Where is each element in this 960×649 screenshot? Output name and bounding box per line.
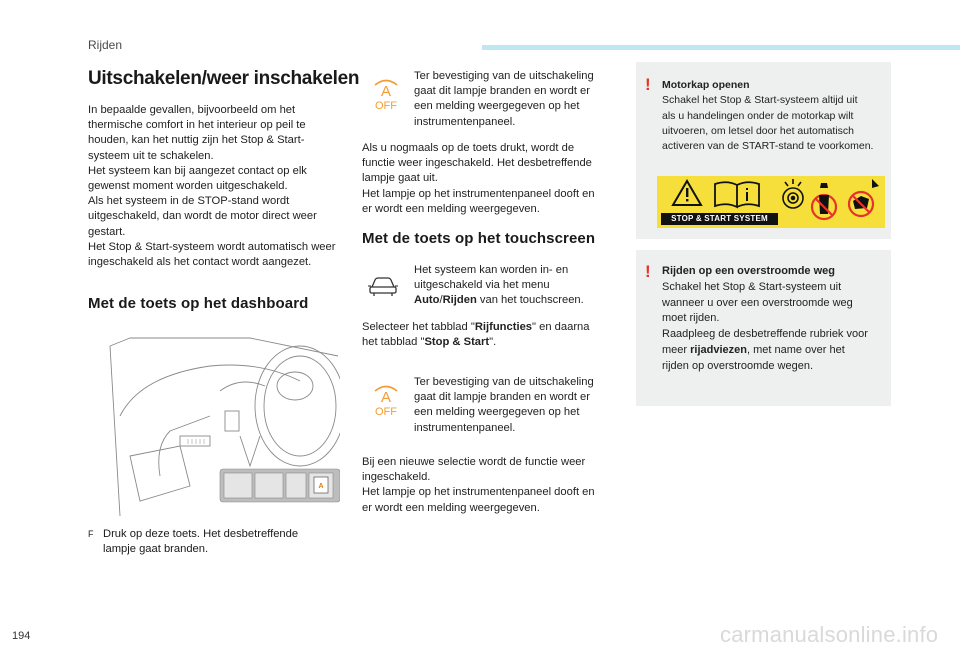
touchscreen-heading: Met de toets op het touchscreen bbox=[362, 230, 596, 247]
intro-line: gestart. bbox=[88, 225, 126, 238]
fan-icon bbox=[783, 179, 803, 208]
intro-line: thermische comfort in het interieur op peil te bbox=[88, 119, 306, 132]
svg-text:A: A bbox=[318, 483, 324, 490]
tab-rijfuncties: Rijfuncties bbox=[474, 321, 533, 333]
flood-text-last: rijden op overstroomde wegen. bbox=[662, 359, 814, 372]
press-again-line: Als u nogmaals op de toets drukt, wordt de bbox=[362, 142, 575, 154]
sticker-label: STOP & START SYSTEM bbox=[661, 213, 778, 225]
select-text-3: het tabblad " bbox=[362, 336, 425, 349]
intro-paragraph bbox=[88, 103, 335, 270]
reselect-line: ingeschakeld. bbox=[362, 471, 431, 484]
section-label: Rijden bbox=[88, 38, 123, 52]
intro-line: gewenst moment worden uitgeschakeld. bbox=[88, 180, 288, 193]
reselect-line: Bij een nieuwe selectie wordt de functie weer bbox=[362, 456, 586, 468]
select-tab-paragraph bbox=[362, 320, 590, 350]
warning-bonnet-text bbox=[662, 78, 873, 154]
confirm2-line: instrumentenpaneel. bbox=[414, 421, 516, 434]
touch-line-1: Het systeem kan worden in- en bbox=[414, 264, 569, 276]
confirm2-line: gaat dit lampje branden en wordt er bbox=[414, 391, 591, 404]
touchscreen-paragraph bbox=[414, 263, 584, 309]
confirm1-line: instrumentenpaneel. bbox=[414, 115, 516, 128]
a-off-icon bbox=[369, 78, 403, 112]
intro-line: houden, kan het nuttig zijn het Stop & Start- bbox=[88, 134, 305, 147]
flood-text-rijadviezen: rijadviezen bbox=[690, 343, 747, 356]
off-icon-word: OFF bbox=[375, 100, 397, 112]
intro-line: uitgeschakeld, dan wordt de motor direct weer bbox=[88, 210, 317, 223]
warning-bonnet-line: Schakel het Stop & Start-systeem altijd uit bbox=[662, 94, 858, 107]
warning-bonnet-line: als u handelingen onder de motorkap wilt bbox=[662, 109, 854, 122]
manual-book-icon bbox=[715, 182, 759, 207]
flood-text-meer: meer bbox=[662, 343, 691, 356]
reselect-line: er wordt een melding weergegeven. bbox=[362, 501, 540, 514]
intro-line: In bepaalde gevallen, bijvoorbeeld om het bbox=[88, 104, 296, 116]
off-icon-letter: A bbox=[380, 83, 392, 100]
warning-bonnet-line: uitvoeren, om letsel door het automatisch bbox=[662, 124, 855, 137]
intro-line: systeem uit te schakelen. bbox=[88, 149, 214, 162]
reselect-paragraph bbox=[362, 455, 595, 516]
confirm2-line: een melding weergegeven op het bbox=[414, 406, 580, 419]
press-again-paragraph bbox=[362, 141, 595, 217]
warning-exclamation-icon-2: ! bbox=[645, 262, 651, 281]
confirm-paragraph-1 bbox=[414, 69, 594, 130]
bullet-line: Druk op deze toets. Het desbetreffende bbox=[103, 528, 299, 540]
warning-flood-text bbox=[662, 264, 868, 375]
warning-bonnet-title: Motorkap openen bbox=[662, 79, 750, 91]
touch-line-2: uitgeschakeld via het menu bbox=[414, 279, 550, 292]
bullet-line: lampje gaat branden. bbox=[103, 543, 209, 556]
warning-flood-title: Rijden op een overstroomde weg bbox=[662, 265, 835, 277]
press-again-line: er wordt een melding weergegeven. bbox=[362, 202, 540, 215]
car-icon bbox=[368, 276, 398, 298]
warning-triangle-icon bbox=[673, 181, 701, 205]
tab-stop-start: Stop & Start bbox=[424, 336, 490, 349]
intro-line: Als het systeem in de STOP-stand wordt bbox=[88, 195, 290, 208]
press-again-line: functie weer ingeschakeld. Het desbetreffende bbox=[362, 157, 592, 170]
warning-flood-line: wanneer u over een overstroomde weg bbox=[662, 296, 853, 309]
flood-text-after: , met name over het bbox=[746, 343, 845, 356]
confirm1-line: een melding weergegeven op het bbox=[414, 100, 580, 113]
warning-box-flooded-road bbox=[636, 250, 891, 406]
no-engine-touch-icon bbox=[849, 179, 879, 216]
warning-flood-line: Schakel het Stop & Start-systeem uit bbox=[662, 280, 842, 293]
menu-separator: / bbox=[439, 294, 443, 307]
dashboard-heading: Met de toets op het dashboard bbox=[88, 295, 309, 312]
menu-rijden: Rijden bbox=[442, 294, 477, 307]
a-off-icon-2 bbox=[369, 384, 403, 418]
no-hand-icon bbox=[812, 183, 836, 219]
header-accent-bar bbox=[482, 45, 960, 50]
off-icon-letter-2: A bbox=[380, 389, 392, 406]
touch-line-3-rest: van het touchscreen. bbox=[476, 294, 584, 307]
intro-line: ingeschakeld als het contact wordt aangezet. bbox=[88, 256, 312, 269]
press-again-line: lampje gaat uit. bbox=[362, 172, 438, 185]
page-number: 194 bbox=[12, 630, 31, 642]
bullet-symbol: F bbox=[88, 529, 94, 539]
confirm1-line: Ter bevestiging van de uitschakeling bbox=[414, 70, 594, 82]
select-text-2: " en daarna bbox=[532, 321, 590, 333]
menu-auto: Auto bbox=[414, 294, 440, 307]
stop-start-warning-sticker bbox=[657, 176, 885, 228]
confirm-paragraph-2 bbox=[414, 375, 594, 436]
warning-bonnet-line: activeren van de START-stand te voorkomen. bbox=[662, 140, 874, 153]
select-text-4: ". bbox=[489, 336, 497, 349]
confirm2-line: Ter bevestiging van de uitschakeling bbox=[414, 376, 594, 388]
warning-flood-line: Raadpleeg de desbetreffende rubriek voor bbox=[662, 328, 868, 341]
intro-line: Het Stop & Start-systeem wordt automatisch weer bbox=[88, 240, 336, 253]
watermark: carmanualsonline.info bbox=[720, 622, 939, 647]
confirm1-line: gaat dit lampje branden en wordt er bbox=[414, 85, 591, 98]
reselect-line: Het lampje op het instrumentenpaneel dooft en bbox=[362, 486, 595, 499]
dashboard-illustration bbox=[100, 336, 340, 522]
intro-line: Het systeem kan bij aangezet contact op elk bbox=[88, 164, 307, 177]
press-again-line: Het lampje op het instrumentenpaneel dooft en bbox=[362, 187, 595, 200]
select-text-1: Selecteer het tabblad " bbox=[362, 321, 475, 333]
page-title: Uitschakelen/weer inschakelen bbox=[88, 68, 360, 89]
warning-exclamation-icon: ! bbox=[645, 75, 651, 94]
warning-flood-line: moet rijden. bbox=[662, 312, 720, 325]
off-icon-word-2: OFF bbox=[375, 406, 397, 418]
